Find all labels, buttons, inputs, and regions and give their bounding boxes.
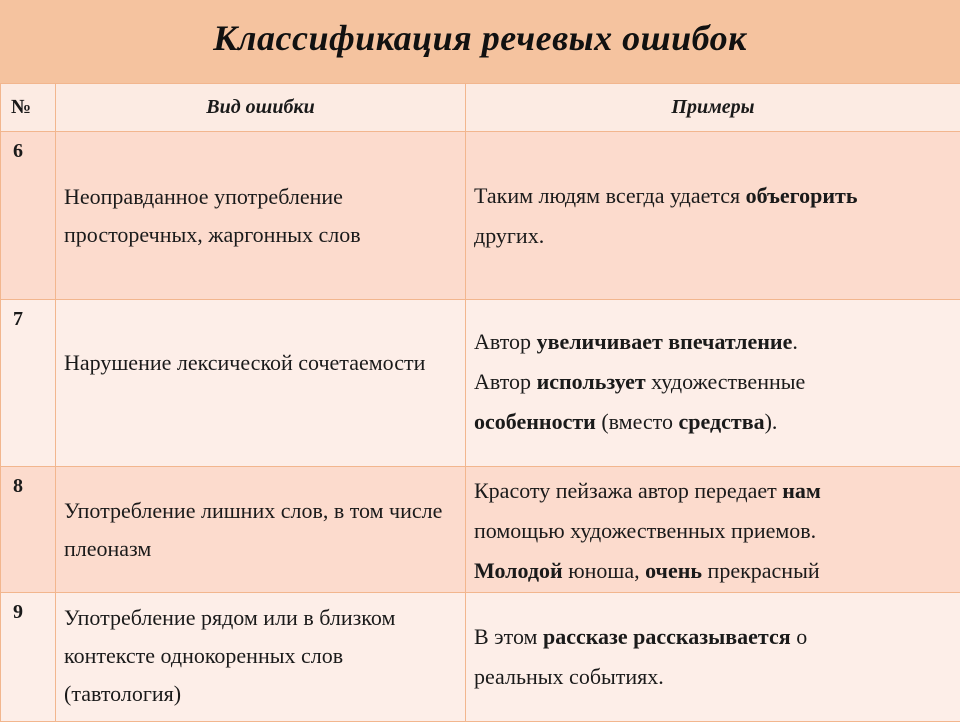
examples-text <box>474 467 950 591</box>
example-text: Автор <box>474 329 537 354</box>
example-text: ). <box>765 409 778 434</box>
example-error-word: очень <box>645 558 702 583</box>
header-row <box>1 84 960 132</box>
example-text: прекрасный <box>702 558 820 583</box>
title-bar <box>0 0 960 83</box>
example-text: В этом <box>474 624 543 649</box>
row-number: 6 <box>1 132 56 300</box>
example-text: художественные <box>646 369 806 394</box>
example-line <box>474 402 950 442</box>
table-row <box>1 467 960 593</box>
example-line <box>474 551 950 591</box>
example-text: других. <box>474 223 544 248</box>
error-kind <box>56 300 466 467</box>
error-classification-table <box>0 83 960 722</box>
error-kind-text: Употребление рядом или в близком контексте однокоренных слов (тавтология) <box>64 593 451 713</box>
examples-text <box>474 593 950 697</box>
error-kind-text: Употребление лишних слов, в том числе плеоназм <box>64 467 451 568</box>
error-examples <box>466 467 960 593</box>
column-header-number: № <box>1 84 56 132</box>
example-error-word: нам <box>782 478 821 503</box>
example-text: (вместо <box>596 409 679 434</box>
error-kind <box>56 132 466 300</box>
column-header-examples: Примеры <box>466 84 960 132</box>
example-error-word: рассказе рассказывается <box>543 624 791 649</box>
example-text: Таким людям всегда удается <box>474 183 746 208</box>
example-error-word: особенности <box>474 409 596 434</box>
example-line <box>474 216 950 256</box>
table-row <box>1 132 960 300</box>
examples-text <box>474 300 950 442</box>
row-number: 8 <box>1 467 56 593</box>
example-text: юноша, <box>563 558 645 583</box>
error-examples <box>466 300 960 467</box>
example-text: о <box>791 624 808 649</box>
error-kind <box>56 467 466 593</box>
example-error-word: увеличивает впечатление <box>537 329 793 354</box>
example-line <box>474 176 950 216</box>
example-line <box>474 657 950 697</box>
example-text: Красоту пейзажа автор передает <box>474 478 782 503</box>
error-examples <box>466 132 960 300</box>
error-kind-text: Нарушение лексической сочетаемости <box>64 300 451 382</box>
example-error-word: объегорить <box>746 183 858 208</box>
example-line <box>474 511 950 551</box>
example-error-word: Молодой <box>474 558 563 583</box>
examples-text <box>474 132 950 256</box>
table-row <box>1 593 960 722</box>
error-kind-text: Неоправданное употребление просторечных, жаргонных слов <box>64 132 451 254</box>
table-row <box>1 300 960 467</box>
example-line <box>474 362 950 402</box>
example-error-word: средства <box>679 409 765 434</box>
example-text: . <box>792 329 798 354</box>
example-error-word: использует <box>537 369 646 394</box>
example-line <box>474 471 950 511</box>
row-number: 7 <box>1 300 56 467</box>
error-kind <box>56 593 466 722</box>
example-line <box>474 617 950 657</box>
example-text: реальных событиях. <box>474 664 664 689</box>
error-examples <box>466 593 960 722</box>
example-text: Автор <box>474 369 537 394</box>
example-text: помощью художественных приемов. <box>474 518 816 543</box>
page-title: Классификация речевых ошибок <box>213 17 747 59</box>
example-line <box>474 322 950 362</box>
row-number: 9 <box>1 593 56 722</box>
column-header-kind: Вид ошибки <box>56 84 466 132</box>
